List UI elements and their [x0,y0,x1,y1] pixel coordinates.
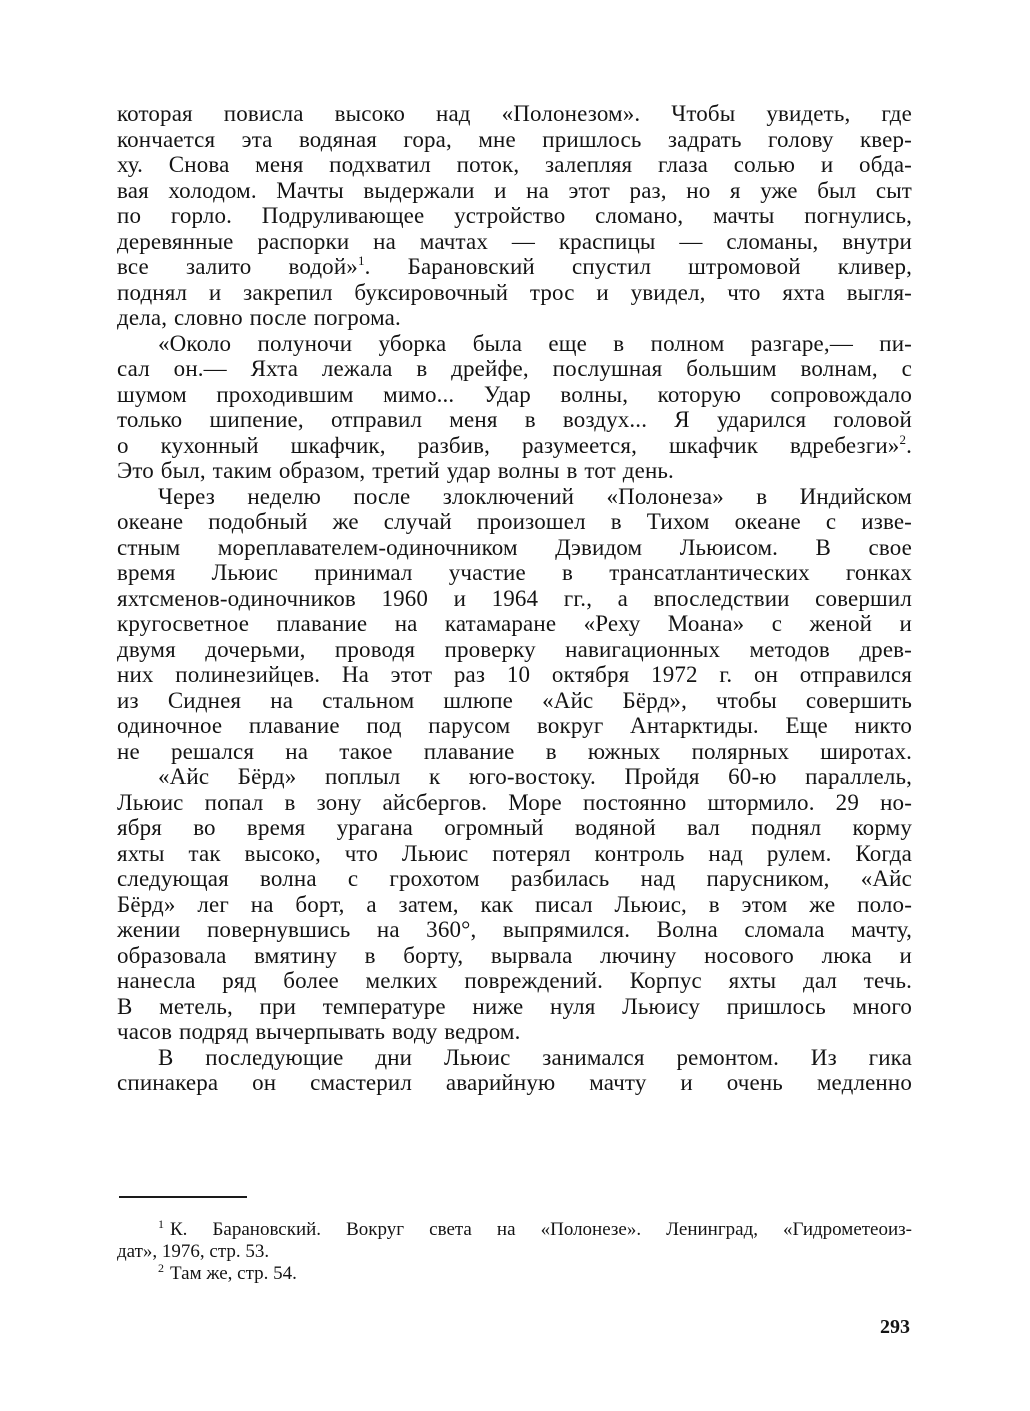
footnote-text: К. Барановский. Вокруг света на «Полонезе». Ленинград, «Гидрометеоиз- [170,1219,912,1240]
text-line: одиночное плавание под парусом вокруг Антарктиды. Еще никто [117,713,912,738]
paragraph-3 [117,484,912,765]
footnotes [117,1219,912,1285]
text-segment: о кухонный шкафчик, разбив, разумеется, шкафчик вдребезги» [117,432,900,458]
paragraph-2 [117,331,912,484]
footnote-number: 1 [158,1217,164,1231]
text-line: которая повисла высоко над «Полонезом». Чтобы увидеть, где [117,101,912,126]
paragraph-4 [117,764,912,1045]
text-segment: все залито водой» [117,254,358,279]
text-line: только шипение, отправил меня в воздух... Я ударился головой [117,407,912,432]
footnote-line: дат», 1976, стр. 53. [117,1241,270,1262]
text-line: ху. Снова меня подхватил поток, залепляя глаза солью и обда- [117,152,912,177]
text-line: поднял и закрепил буксировочный трос и увидел, что яхта выгля- [117,279,912,305]
text-line: Бёрд» лег на борт, а затем, как писал Льюис, в этом же поло- [117,891,912,917]
text-line: вая холодом. Мачты выдержали и на этот раз, но я уже был сыт [117,177,912,203]
text-line: «Около полуночи уборка была еще в полном разгаре,— пи- [158,330,912,356]
text-line: двумя дочерьми, проводя проверку навигационных методов древ- [117,636,912,662]
text-line: сал он.— Яхта лежала в дрейфе, послушная большим волнам, с [117,356,912,381]
text-line: не решался на такое плавание в южных полярных широтах. [117,738,912,764]
footnote-number: 2 [158,1261,164,1275]
text-line: деревянные распорки на мачтах — краспицы — сломаны, внутри [117,228,912,254]
paragraph-1 [117,101,912,331]
text-line: Льюис попал в зону айсбергов. Море постоянно штормило. 29 но- [117,789,912,815]
text-line: по горло. Подруливающее устройство сломано, мачты погнулись, [117,203,912,228]
text-line: них полинезийцев. На этот раз 10 октября 1972 г. он отправился [117,662,912,687]
text-line: часов подряд вычерпывать воду ведром. [117,1019,521,1044]
footnote-text: Там же, стр. 54. [170,1263,297,1284]
text-line-with-footnote-ref [117,433,912,459]
text-line: В последующие дни Льюис занимался ремонтом. Из гика [158,1044,912,1070]
text-line: жении повернувшись на 360°, выпрямился. Волна сломала мачту, [117,917,912,942]
page-number: 293 [880,1316,910,1338]
text-line: нанесла ряд более мелких повреждений. Корпус яхты дал течь. [117,968,912,993]
text-line: образовала вмятину в борту, вырвала лючину носового люка и [117,942,912,968]
text-segment: . [906,432,912,458]
footnote-1 [117,1219,912,1263]
text-line: яхтсменов-одиночников 1960 и 1964 гг., а впоследствии совершил [117,585,912,611]
footnote-line [117,1263,912,1285]
footnote-separator-rule [119,1196,247,1198]
text-line: кончается эта водяная гора, мне пришлось задрать голову квер- [117,126,912,152]
text-line: стным мореплавателем-одиночником Дэвидом Льюисом. В свое [117,534,912,560]
text-segment: . Барановский спустил штромовой кливер, [364,254,912,279]
text-line: шумом проходившим мимо... Удар волны, которую сопровождало [117,381,912,407]
text-line: океане подобный же случай произошел в Тихом океане с изве- [117,509,912,534]
text-line: время Льюис принимал участие в трансатлантических гонках [117,560,912,585]
text-line: «Айс Бёрд» поплыл к юго-востоку. Пройдя 60-ю параллель, [158,764,912,789]
text-line: Это был, таким образом, третий удар волны в тот день. [117,458,674,483]
text-line: из Сиднея на стальном шлюпе «Айс Бёрд», чтобы совершить [117,687,912,713]
text-line: Через неделю после злоключений «Полонеза» в Индийском [158,483,912,509]
text-line: яхты так высоко, что Льюис потерял контроль над рулем. Когда [117,840,912,866]
text-line-with-footnote-ref [117,254,912,280]
footnote-line [117,1219,912,1241]
text-line: В метель, при температуре ниже нуля Льюису пришлось много [117,993,912,1019]
text-line: следующая волна с грохотом разбилась над парусником, «Айс [117,866,912,891]
text-line: дела, словно после погрома. [117,305,401,330]
text-line: спинакера он смастерил аварийную мачту и очень медленно [117,1070,912,1095]
text-line: кругосветное плавание на катамаране «Реху Моана» с женой и [117,611,912,636]
text-line: ября во время урагана огромный водяной вал поднял корму [117,815,912,840]
paragraph-5 [117,1045,912,1096]
footnote-ref-2[interactable]: 2 [899,431,907,447]
footnote-ref-1[interactable]: 1 [357,253,365,268]
book-page-body [117,101,912,1096]
footnote-2 [117,1263,912,1285]
